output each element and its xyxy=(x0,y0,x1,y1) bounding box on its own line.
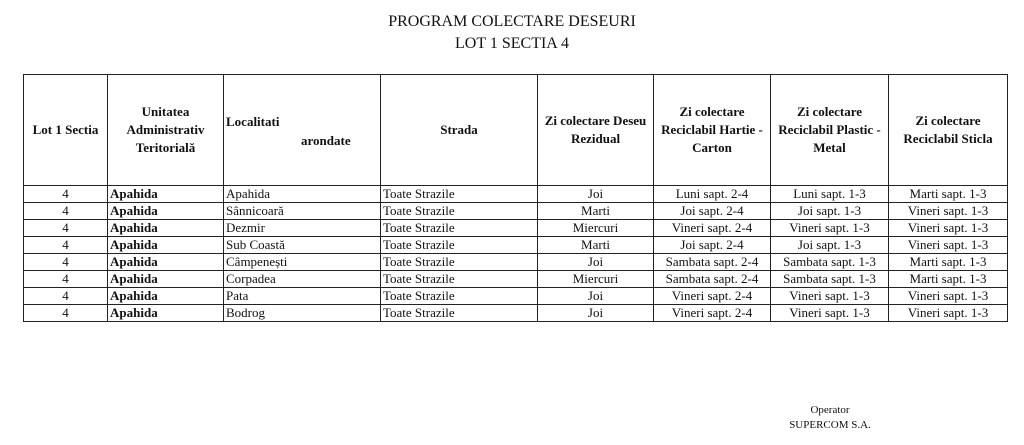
cell-uat: Apahida xyxy=(108,288,224,305)
cell-localitate: Sub Coastă xyxy=(224,237,381,254)
cell-lot: 4 xyxy=(24,203,108,220)
cell-plastic-metal: Sambata sapt. 1-3 xyxy=(771,271,889,288)
cell-localitate: Corpadea xyxy=(224,271,381,288)
cell-rezidual: Joi xyxy=(538,288,654,305)
cell-hartie-carton: Joi sapt. 2-4 xyxy=(654,237,771,254)
cell-sticla: Marti sapt. 1-3 xyxy=(889,254,1008,271)
cell-localitate: Dezmir xyxy=(224,220,381,237)
table-row xyxy=(24,254,1008,271)
cell-uat: Apahida xyxy=(108,271,224,288)
cell-strada: Toate Strazile xyxy=(381,305,538,322)
cell-sticla: Marti sapt. 1-3 xyxy=(889,186,1008,203)
header-localitati-line2: arondate xyxy=(301,133,351,148)
cell-uat: Apahida xyxy=(108,254,224,271)
cell-sticla: Vineri sapt. 1-3 xyxy=(889,288,1008,305)
cell-lot: 4 xyxy=(24,186,108,203)
cell-rezidual: Joi xyxy=(538,254,654,271)
cell-plastic-metal: Vineri sapt. 1-3 xyxy=(771,288,889,305)
cell-localitate: Bodrog xyxy=(224,305,381,322)
table-header-row xyxy=(24,75,1008,186)
header-uat: Unitatea Administrativ Teritorială xyxy=(108,75,224,186)
operator-name: SUPERCOM S.A. xyxy=(789,419,871,431)
table-row xyxy=(24,203,1008,220)
collection-schedule-table xyxy=(23,74,1008,322)
cell-hartie-carton: Vineri sapt. 2-4 xyxy=(654,220,771,237)
header-sticla: Zi colectare Reciclabil Sticla xyxy=(889,75,1008,186)
cell-plastic-metal: Joi sapt. 1-3 xyxy=(771,237,889,254)
cell-localitate: Apahida xyxy=(224,186,381,203)
cell-sticla: Vineri sapt. 1-3 xyxy=(889,237,1008,254)
cell-sticla: Marti sapt. 1-3 xyxy=(889,271,1008,288)
table-row xyxy=(24,237,1008,254)
cell-plastic-metal: Vineri sapt. 1-3 xyxy=(771,305,889,322)
cell-localitate: Sânnicoară xyxy=(224,203,381,220)
cell-rezidual: Marti xyxy=(538,203,654,220)
cell-rezidual: Joi xyxy=(538,305,654,322)
cell-strada: Toate Strazile xyxy=(381,288,538,305)
cell-localitate: Pata xyxy=(224,288,381,305)
cell-strada: Toate Strazile xyxy=(381,271,538,288)
header-localitati-line1: Localitati xyxy=(226,114,280,129)
header-hartie-carton: Zi colectare Reciclabil Hartie - Carton xyxy=(654,75,771,186)
header-plastic-metal: Zi colectare Reciclabil Plastic - Metal xyxy=(771,75,889,186)
cell-plastic-metal: Sambata sapt. 1-3 xyxy=(771,254,889,271)
cell-strada: Toate Strazile xyxy=(381,186,538,203)
cell-uat: Apahida xyxy=(108,305,224,322)
cell-strada: Toate Strazile xyxy=(381,237,538,254)
cell-hartie-carton: Sambata sapt. 2-4 xyxy=(654,271,771,288)
cell-plastic-metal: Joi sapt. 1-3 xyxy=(771,203,889,220)
cell-lot: 4 xyxy=(24,220,108,237)
header-strada: Strada xyxy=(381,75,538,186)
operator-label: Operator xyxy=(810,404,850,416)
cell-plastic-metal: Vineri sapt. 1-3 xyxy=(771,220,889,237)
cell-hartie-carton: Joi sapt. 2-4 xyxy=(654,203,771,220)
header-localitati xyxy=(224,75,381,186)
cell-lot: 4 xyxy=(24,271,108,288)
cell-strada: Toate Strazile xyxy=(381,203,538,220)
table-row xyxy=(24,220,1008,237)
document-title: PROGRAM COLECTARE DESEURI xyxy=(388,13,636,30)
cell-uat: Apahida xyxy=(108,186,224,203)
document-subtitle: LOT 1 SECTIA 4 xyxy=(455,35,569,52)
cell-lot: 4 xyxy=(24,288,108,305)
cell-uat: Apahida xyxy=(108,220,224,237)
header-lot: Lot 1 Sectia xyxy=(24,75,108,186)
cell-sticla: Vineri sapt. 1-3 xyxy=(889,220,1008,237)
cell-uat: Apahida xyxy=(108,203,224,220)
cell-localitate: Câmpenești xyxy=(224,254,381,271)
cell-strada: Toate Strazile xyxy=(381,220,538,237)
cell-hartie-carton: Vineri sapt. 2-4 xyxy=(654,305,771,322)
header-rezidual: Zi colectare Deseu Rezidual xyxy=(538,75,654,186)
table-row xyxy=(24,186,1008,203)
cell-hartie-carton: Luni sapt. 2-4 xyxy=(654,186,771,203)
cell-lot: 4 xyxy=(24,305,108,322)
table-row xyxy=(24,271,1008,288)
cell-uat: Apahida xyxy=(108,237,224,254)
table-row xyxy=(24,305,1008,322)
cell-hartie-carton: Vineri sapt. 2-4 xyxy=(654,288,771,305)
cell-rezidual: Marti xyxy=(538,237,654,254)
cell-strada: Toate Strazile xyxy=(381,254,538,271)
cell-plastic-metal: Luni sapt. 1-3 xyxy=(771,186,889,203)
cell-sticla: Vineri sapt. 1-3 xyxy=(889,305,1008,322)
cell-hartie-carton: Sambata sapt. 2-4 xyxy=(654,254,771,271)
cell-rezidual: Miercuri xyxy=(538,271,654,288)
cell-lot: 4 xyxy=(24,237,108,254)
table-row xyxy=(24,288,1008,305)
cell-sticla: Vineri sapt. 1-3 xyxy=(889,203,1008,220)
cell-rezidual: Miercuri xyxy=(538,220,654,237)
cell-lot: 4 xyxy=(24,254,108,271)
cell-rezidual: Joi xyxy=(538,186,654,203)
